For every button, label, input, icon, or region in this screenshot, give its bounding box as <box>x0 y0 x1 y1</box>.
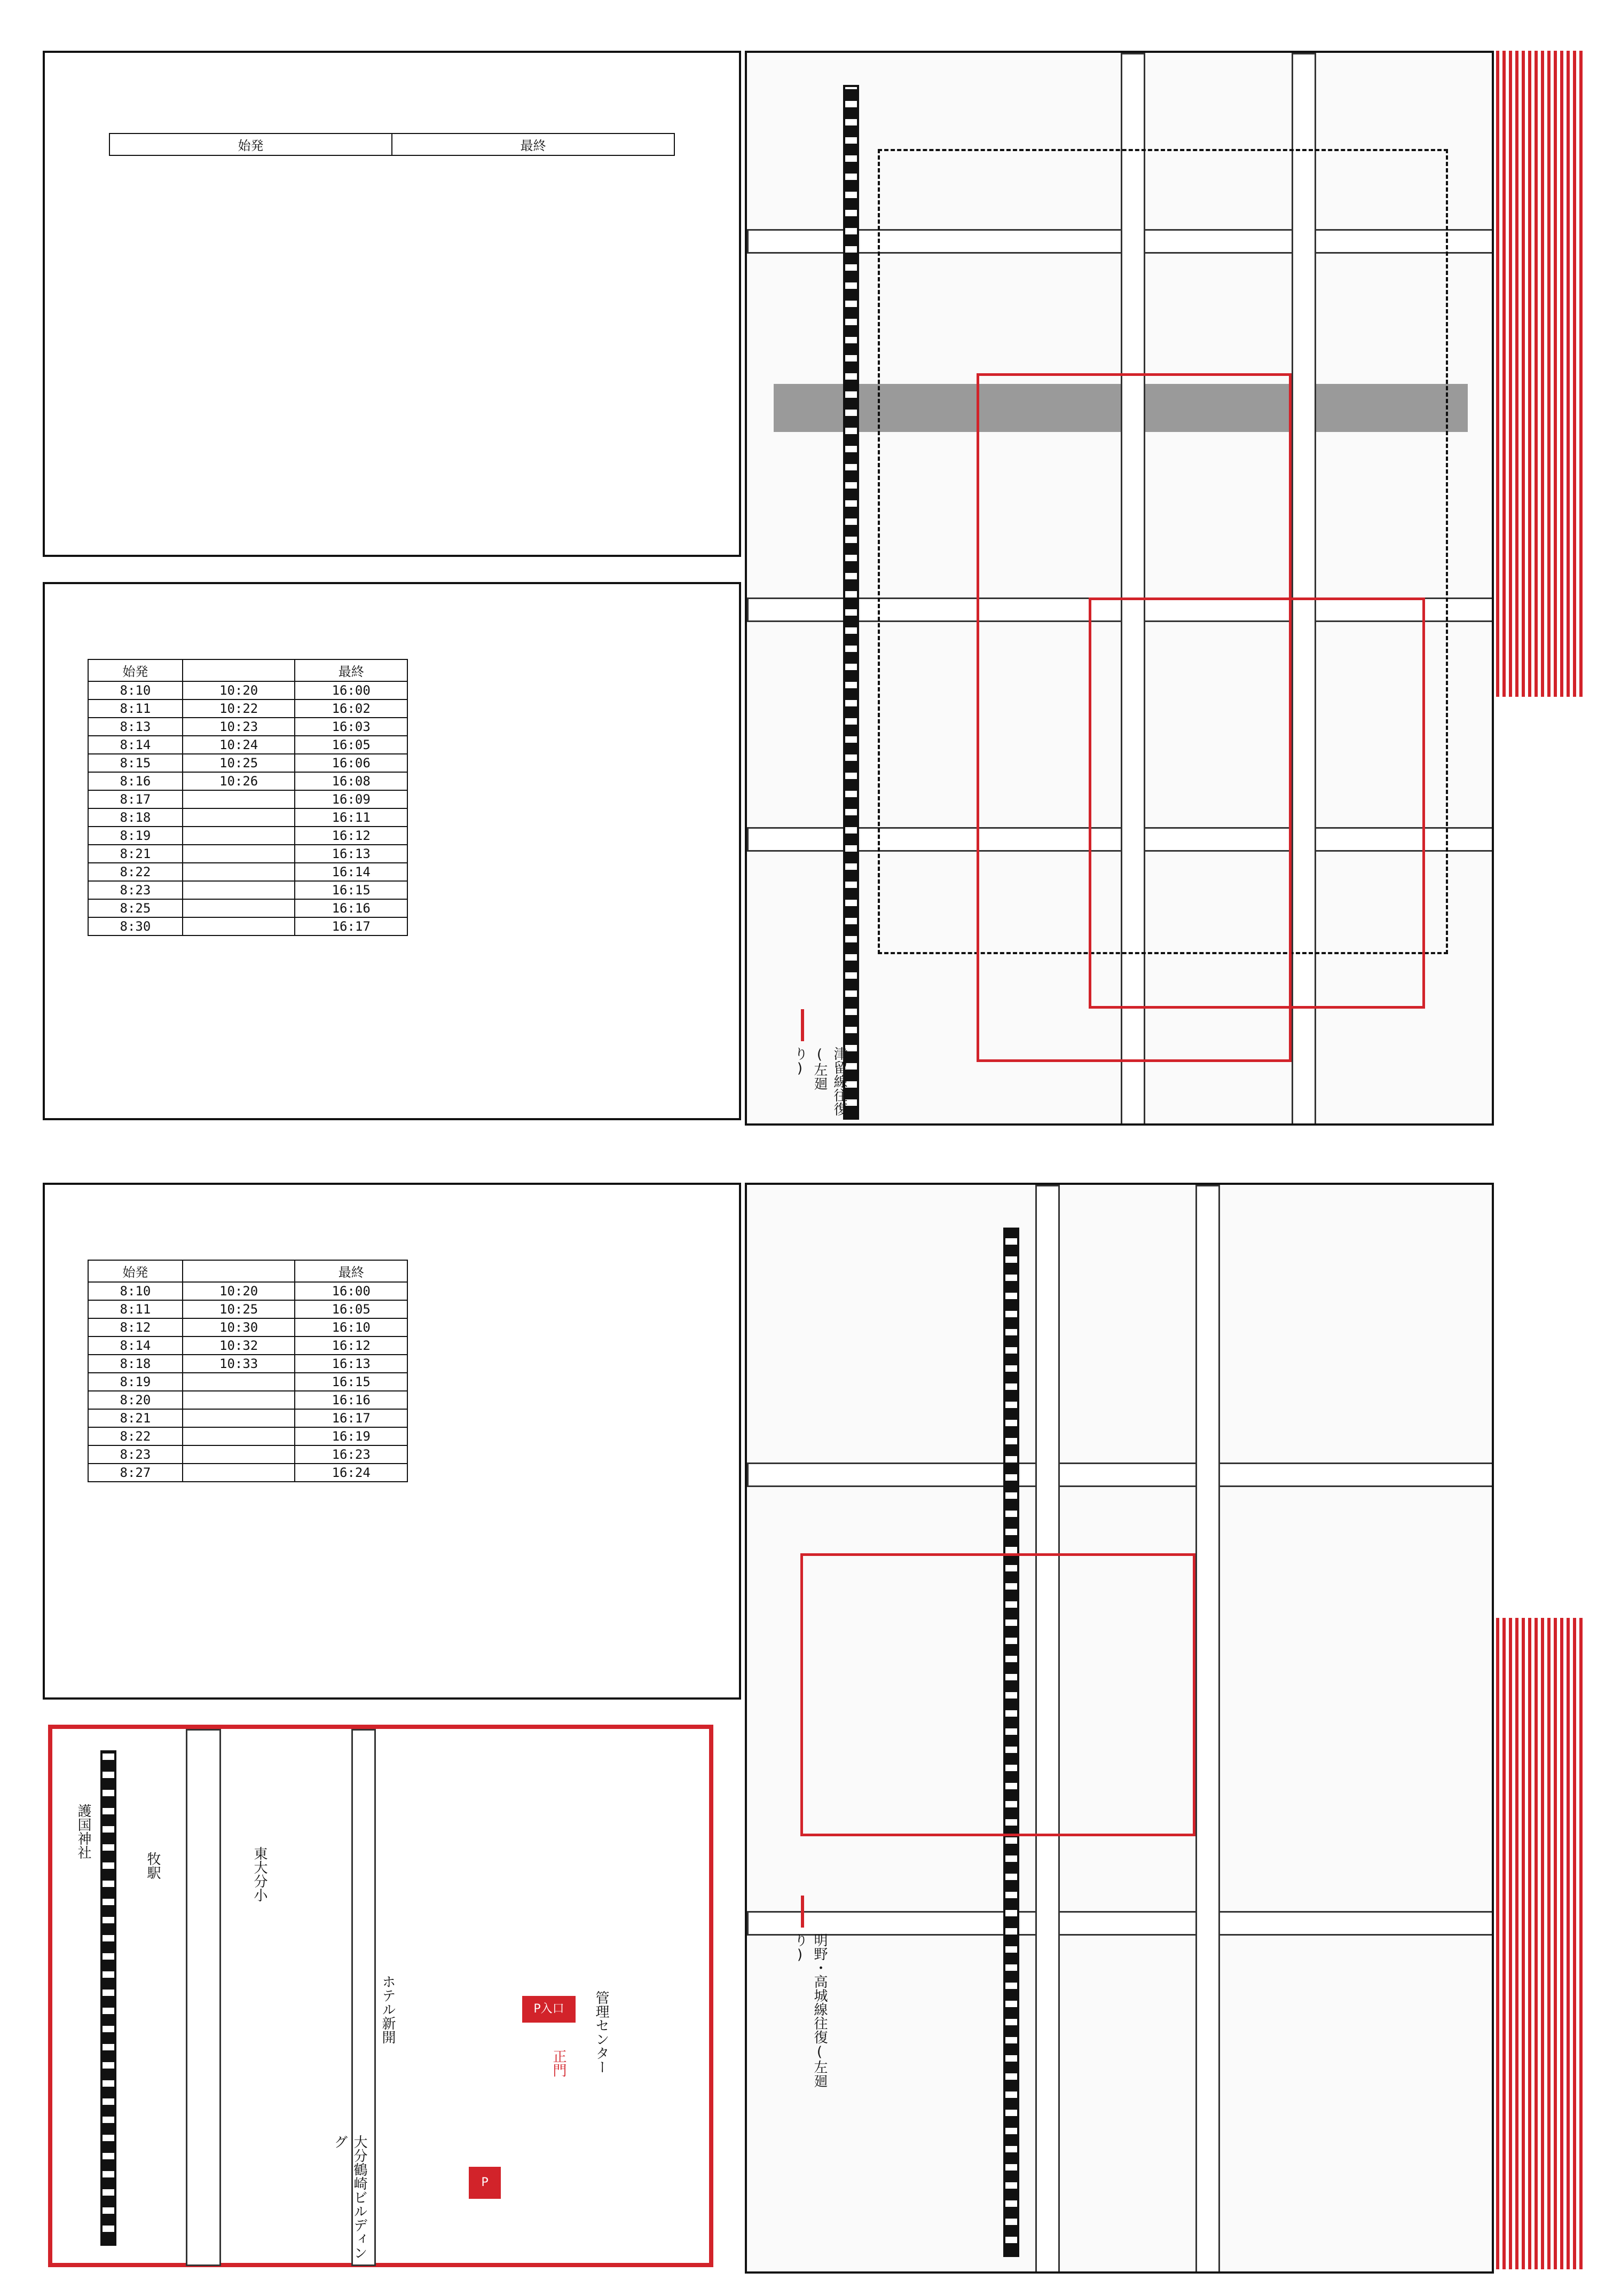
tsuru-cell: 16:17 <box>295 917 407 935</box>
akeno-cell: 8:14 <box>88 1336 183 1355</box>
akeno-row <box>88 1391 407 1409</box>
tsuru-cell: 10:22 <box>183 699 295 718</box>
tsuru-rows <box>88 681 407 935</box>
map-3-legend <box>790 1896 828 2088</box>
tsuru-cell: 8:25 <box>88 899 183 917</box>
tsuru-table <box>88 659 408 936</box>
tsuru-cell: 10:20 <box>183 681 295 699</box>
akeno-cell: 16:00 <box>295 1282 407 1300</box>
tsuru-cell: 16:12 <box>295 827 407 845</box>
tsuru-cell: 16:13 <box>295 845 407 863</box>
akeno-cell: 16:16 <box>295 1391 407 1409</box>
tsuru-row <box>88 699 407 718</box>
tsuru-cell: 8:23 <box>88 881 183 899</box>
access-label-gate: 正門 <box>550 2049 566 2077</box>
oita-table <box>109 133 675 156</box>
header-stripe-right-lower <box>1490 1618 1586 2269</box>
tsuru-row <box>88 917 407 935</box>
akeno-cell: 16:19 <box>295 1427 407 1445</box>
tsuru-cell: 8:18 <box>88 808 183 827</box>
akeno-row <box>88 1318 407 1336</box>
tsuru-cell: 8:16 <box>88 772 183 790</box>
tsuru-row <box>88 718 407 736</box>
akeno-cell: 16:24 <box>295 1464 407 1482</box>
akeno-row <box>88 1373 407 1391</box>
tsuru-cell: 16:09 <box>295 790 407 808</box>
tsuru-cell: 16:05 <box>295 736 407 754</box>
tsuru-cell: 16:15 <box>295 881 407 899</box>
akeno-cell: 16:15 <box>295 1373 407 1391</box>
akeno-cell: 16:05 <box>295 1300 407 1318</box>
tsuru-row <box>88 899 407 917</box>
akeno-cell <box>183 1409 295 1427</box>
akeno-cell: 10:33 <box>183 1355 295 1373</box>
akeno-cell <box>183 1427 295 1445</box>
col-header: 最終 <box>295 1260 407 1282</box>
legend-red-line <box>801 1896 804 1928</box>
akeno-cell: 8:11 <box>88 1300 183 1318</box>
tsuru-row <box>88 845 407 863</box>
col-header <box>183 1260 295 1282</box>
tsuru-cell: 16:14 <box>295 863 407 881</box>
access-railway <box>100 1750 116 2246</box>
tsuru-cell: 16:02 <box>295 699 407 718</box>
tsuru-cell: 8:17 <box>88 790 183 808</box>
tsuru-row <box>88 790 407 808</box>
akeno-cell: 10:32 <box>183 1336 295 1355</box>
tsuru-cell <box>183 881 295 899</box>
map-1-legend <box>790 1009 847 1116</box>
road-9 <box>1195 1185 1220 2274</box>
tsuru-cell: 8:19 <box>88 827 183 845</box>
col-header: 始発 <box>109 133 392 155</box>
akeno-cell: 16:13 <box>295 1355 407 1373</box>
route-akeno <box>800 1553 1195 1836</box>
akeno-table <box>88 1260 408 1482</box>
map-3 <box>745 1183 1494 2274</box>
tsuru-cell: 10:25 <box>183 754 295 772</box>
tsuru-cell: 8:22 <box>88 863 183 881</box>
akeno-row <box>88 1409 407 1427</box>
tsuru-cell <box>183 899 295 917</box>
map-1 <box>745 51 1494 1126</box>
tsuru-cell: 10:23 <box>183 718 295 736</box>
access-label-mgmt: 管理センター <box>593 1991 609 2074</box>
col-header: 最終 <box>295 659 407 681</box>
akeno-cell <box>183 1391 295 1409</box>
tsuru-row <box>88 754 407 772</box>
tsuru-cell: 16:06 <box>295 754 407 772</box>
akeno-cell: 8:20 <box>88 1391 183 1409</box>
tsuru-row <box>88 772 407 790</box>
tsuru-row <box>88 827 407 845</box>
akeno-row <box>88 1464 407 1482</box>
akeno-rows <box>88 1282 407 1482</box>
tsuru-cell <box>183 790 295 808</box>
col-header: 始発 <box>88 659 183 681</box>
legend-label: 明野・高城線往復(左廻り) <box>792 1933 828 2088</box>
tsuru-cell: 10:24 <box>183 736 295 754</box>
tsuru-row <box>88 863 407 881</box>
access-label-station: 牧駅 <box>145 1852 161 1880</box>
access-label-hotel: ホテル新開 <box>380 1975 396 2044</box>
lamp-icon <box>522 1996 576 2023</box>
akeno-row <box>88 1355 407 1373</box>
akeno-cell: 8:27 <box>88 1464 183 1482</box>
access-map <box>48 1725 713 2267</box>
tsuru-row <box>88 681 407 699</box>
tsuru-row <box>88 881 407 899</box>
akeno-cell <box>183 1445 295 1464</box>
legend-label: 津留線往復(左廻り) <box>792 1047 847 1116</box>
timetable-tsuru <box>43 582 741 1120</box>
timetable-oita <box>43 51 741 557</box>
akeno-cell: 10:20 <box>183 1282 295 1300</box>
tsuru-row <box>88 736 407 754</box>
tsuru-cell: 8:11 <box>88 699 183 718</box>
akeno-cell: 8:21 <box>88 1409 183 1427</box>
akeno-cell <box>183 1373 295 1391</box>
lamp-label: P入口 <box>533 2002 564 2016</box>
akeno-cell: 10:30 <box>183 1318 295 1336</box>
timetable-akeno <box>43 1183 741 1700</box>
akeno-cell: 8:19 <box>88 1373 183 1391</box>
col-header: 最終 <box>392 133 674 155</box>
col-header: 始発 <box>88 1260 183 1282</box>
tsuru-cell: 16:03 <box>295 718 407 736</box>
header-stripe-right <box>1490 51 1586 697</box>
road-7 <box>747 1911 1494 1936</box>
akeno-cell: 8:18 <box>88 1355 183 1373</box>
akeno-cell: 8:23 <box>88 1445 183 1464</box>
akeno-row <box>88 1445 407 1464</box>
route-tsuru-inner <box>1089 597 1425 1009</box>
akeno-cell: 10:25 <box>183 1300 295 1318</box>
tsuru-cell <box>183 827 295 845</box>
tsuru-cell: 16:00 <box>295 681 407 699</box>
tsuru-cell: 16:16 <box>295 899 407 917</box>
access-road-1 <box>186 1729 221 2266</box>
access-label-shrine: 護国神社 <box>75 1804 91 1859</box>
tsuru-cell: 8:15 <box>88 754 183 772</box>
tsuru-row <box>88 808 407 827</box>
parking-label: P <box>481 2176 489 2189</box>
tsuru-cell <box>183 845 295 863</box>
road-6 <box>747 1462 1494 1487</box>
akeno-row <box>88 1300 407 1318</box>
akeno-cell: 16:10 <box>295 1318 407 1336</box>
tsuru-cell <box>183 917 295 935</box>
akeno-row <box>88 1427 407 1445</box>
tsuru-cell: 8:21 <box>88 845 183 863</box>
akeno-cell: 16:17 <box>295 1409 407 1427</box>
akeno-cell: 8:10 <box>88 1282 183 1300</box>
railway-1 <box>843 85 859 1120</box>
access-label-school: 東大分小 <box>251 1846 267 1902</box>
col-header <box>183 659 295 681</box>
akeno-cell: 8:22 <box>88 1427 183 1445</box>
legend-red-line <box>801 1009 804 1041</box>
akeno-cell <box>183 1464 295 1482</box>
tsuru-cell: 8:30 <box>88 917 183 935</box>
tsuru-cell: 8:13 <box>88 718 183 736</box>
tsuru-cell: 8:14 <box>88 736 183 754</box>
tsuru-cell <box>183 808 295 827</box>
tsuru-cell: 16:08 <box>295 772 407 790</box>
akeno-cell: 16:23 <box>295 1445 407 1464</box>
akeno-cell: 16:12 <box>295 1336 407 1355</box>
akeno-row <box>88 1282 407 1300</box>
access-label-building: 大分鶴崎ビルディング <box>332 2135 367 2260</box>
akeno-row <box>88 1336 407 1355</box>
tsuru-cell: 8:10 <box>88 681 183 699</box>
parking-icon <box>469 2167 501 2199</box>
tsuru-cell: 16:11 <box>295 808 407 827</box>
tsuru-cell: 10:26 <box>183 772 295 790</box>
akeno-cell: 8:12 <box>88 1318 183 1336</box>
tsuru-cell <box>183 863 295 881</box>
